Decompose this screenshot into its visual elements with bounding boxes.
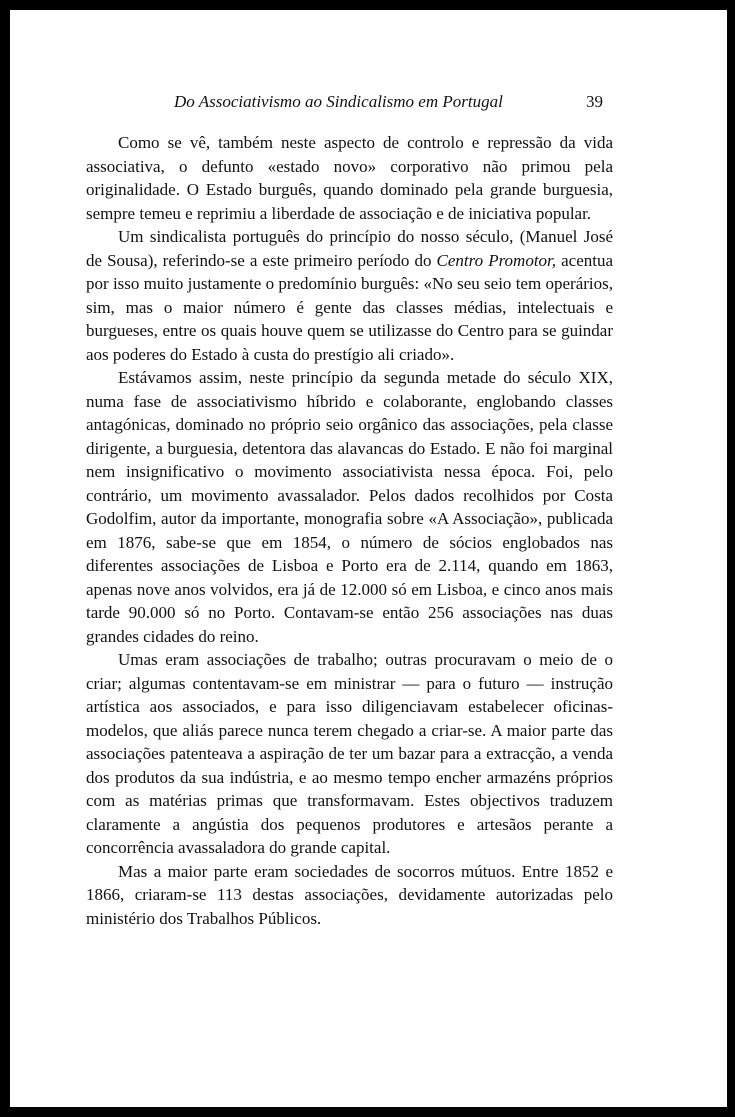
page-number: 39 — [586, 92, 603, 111]
body-text — [86, 131, 613, 930]
paragraph-4: Umas eram associações de trabalho; outras procuravam o meio de o criar; algumas contentavam-se em ministrar — para o futuro — instrução artística aos associados, e para isso diligenciavam estabelecer oficinas-modelos, que aliás parece nunca terem chegado a criar-se. A maior parte das associações patenteava a aspiração de ter um bazar para a extracção, a venda dos produtos da sua indústria, e ao mesmo tempo encher armazéns próprios com as matérias primas que transformavam. Estes objectivos traduzem claramente a angústia dos pequenos produtores e artesãos perante a concorrência avassaladora do grande capital. — [86, 650, 613, 857]
paragraph-5: Mas a maior parte eram sociedades de socorros mútuos. Entre 1852 e 1866, criaram-se 113 destas associações, devidamente autorizadas pelo ministério dos Trabalhos Públicos. — [86, 861, 613, 928]
paragraph-2-text-start: Um sindicalista português do princípio do nosso século, (Manuel José de Sousa), referindo-se a este primeiro período do — [86, 227, 613, 270]
running-title: Do Associativismo ao Sindicalismo em Portugal — [174, 92, 503, 111]
paragraph-3: Estávamos assim, neste princípio da segunda metade do século XIX, numa fase de associativismo híbrido e colaborante, englobando classes antagónicas, dominado no próprio seio orgânico das associações, pela classe dirigente, a burguesia, detentora das alavancas do Estado. E não foi marginal nem insignificativo o movimento associativista nessa época. Foi, pelo contrário, um movimento avassalador. Pelos dados recolhidos por Costa Godolfim, autor da importante, monografia sobre «A Associação», publicada em 1876, sabe-se que em 1854, o número de sócios englobados nas diferentes associações de Lisboa e Porto era de 2.114, quando em 1863, apenas nove anos volvidos, era já de 12.000 só em Lisboa, e cinco anos mais tarde 90.000 só no Porto. Contavam-se então 256 associações nas duas grandes cidades do reino. — [86, 368, 613, 646]
paragraph-2 — [86, 225, 613, 366]
book-page — [10, 10, 727, 1107]
paragraph-2-text-end: acentua por isso muito justamente o predomínio burguês: «No seu seio tem operários, sim, mas o maior número é gente das classes médias, intelectuais e burgueses, entre os quais houve quem se utilizasse do Centro para se guindar aos poderes do Estado à custa do prestígio ali criado». — [86, 250, 614, 364]
paragraph-1: Como se vê, também neste aspecto de controlo e repressão da vida associativa, o defunto «estado novo» corporativo não primou pela originalidade. O Estado burguês, quando dominado pela grande burguesia, sempre temeu e reprimiu a liberdade de associação e de iniciativa popular. — [86, 133, 613, 223]
italic-title-centro-promotor: Centro Promotor, — [436, 250, 557, 270]
